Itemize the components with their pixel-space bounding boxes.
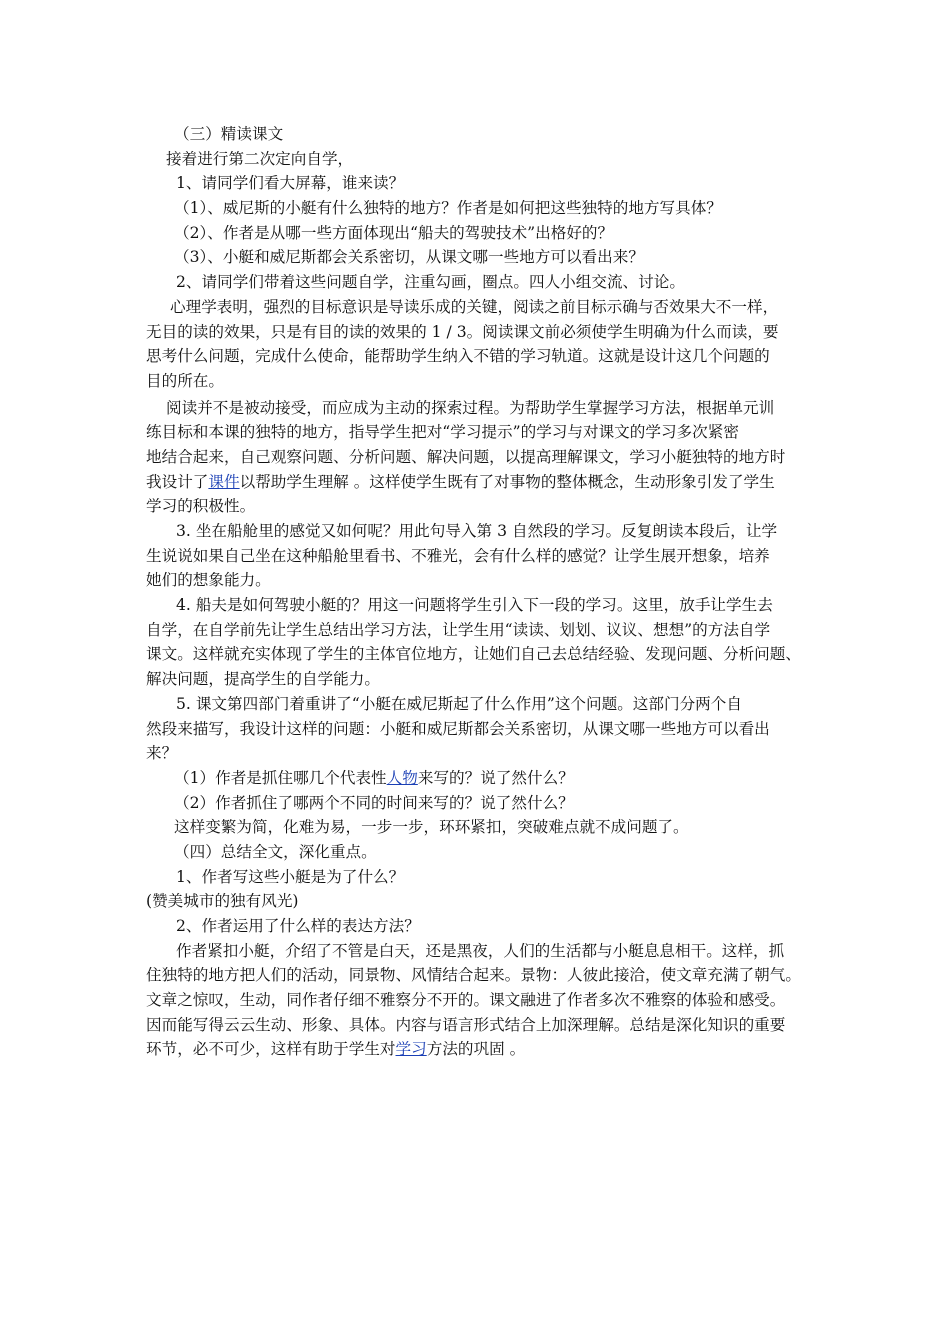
section-heading-4: （四）总结全文，深化重点。 — [174, 842, 377, 861]
paragraph-5-question-1 — [146, 766, 822, 791]
paragraph-4 — [146, 593, 822, 692]
paragraph-line: 她们的想象能力。 — [146, 571, 271, 590]
closing-paragraph — [146, 939, 822, 1062]
paragraph-line: 自学，在自学前先让学生总结出学习方法，让学生用“读读、划划、议议、想想”的方法自学 — [146, 620, 771, 639]
paragraph-line: 住独特的地方把人们的活动，同景物、风情结合起来。景物：人彼此接洽，使文章充满了朝气。 — [146, 966, 801, 985]
paragraph-line: 4. 船夫是如何驾驶小艇的？用这一问题将学生引入下一段的学习。这里，放手让学生去 — [176, 596, 773, 615]
document-body — [146, 122, 822, 1062]
paragraph-line: 因而能写得云云生动、形象、具体。内容与语言形式结合上加深理解。总结是深化知识的重要 — [146, 1015, 786, 1034]
paragraph-line: 心理学表明，强烈的目标意识是导读乐成的关键，阅读之前目标示确与否效果大不一样， — [170, 297, 779, 316]
question-2: 2、请同学们带着这些问题自学，注重勾画，圈点。四人小组交流、讨论。 — [176, 273, 685, 292]
text-segment: 环节，必不可少，这样有助于学生对 — [146, 1040, 396, 1059]
summary-question-1: 1、作者写这些小艇是为了什么？ — [176, 867, 405, 886]
paragraph-5-summary: 这样变繁为简，化难为易，一步一步，环环紧扣，突破难点就不成问题了。 — [174, 818, 689, 837]
paragraph-line: 解决问题，提高学生的自学能力。 — [146, 670, 380, 689]
question-1-1: （1）、威尼斯的小艇有什么独特的地方？作者是如何把这些独特的地方写具体？ — [174, 199, 722, 218]
reading-paragraph — [146, 396, 822, 519]
summary-answer-1: (赞美城市的独有风光) — [146, 892, 299, 911]
summary-question-2: 2、作者运用了什么样的表达方法？ — [176, 917, 420, 935]
question-1-2: （2）、作者是从哪一些方面体现出“船夫的驾驶技术”出格好的？ — [174, 223, 614, 242]
paragraph-line: 作者紧扣小艇，介绍了不管是白天，还是黑夜，人们的生活都与小艇息息相干。这样，抓 — [176, 941, 785, 960]
paragraph-line: 来？ — [146, 744, 178, 763]
section-heading-3: （三）精读课文 — [174, 125, 284, 143]
paragraph-line: 阅读并不是被动接受，而应成为主动的探索过程。为帮助学生掌握学习方法，根据单元训 — [166, 398, 775, 417]
paragraph-5-question-2: （2）作者抓住了哪两个不同的时间来写的？说了然什么？ — [174, 793, 574, 812]
paragraph-line: 文章之惊叹，生动，同作者仔细不雅察分不开的。课文融进了作者多次不雅察的体验和感受。 — [146, 991, 786, 1010]
paragraph-3 — [146, 519, 822, 593]
intro-line: 接着进行第二次定向自学， — [166, 149, 354, 168]
study-link[interactable]: 学习 — [395, 1040, 427, 1059]
paragraph-line — [146, 470, 822, 495]
people-link[interactable]: 人物 — [386, 768, 418, 787]
text-segment: 方法的巩固 。 — [426, 1040, 526, 1059]
paragraph-line — [146, 1037, 822, 1062]
paragraph-line: 无目的读的效果，只是有目的读的效果的 1 / 3。阅读课文前必须使学生明确为什么而读，要 — [146, 322, 779, 341]
text-segment: 以帮助学生理解 。这样使学生既有了对事物的整体概念，生动形象引发了学生 — [239, 472, 775, 491]
paragraph-line: 学习的积极性。 — [146, 497, 256, 516]
paragraph-line: 练目标和本课的独特的地方，指导学生把对“学习提示”的学习与对课文的学习多次紧密 — [146, 423, 739, 442]
psychology-paragraph — [146, 295, 822, 394]
paragraph-line: 地结合起来，自己观察问题、分析问题、解决问题，以提高理解课文，学习小艇独特的地方时 — [146, 447, 786, 466]
paragraph-line: 目的所在。 — [146, 371, 224, 390]
question-1-3: （3）、小艇和威尼斯都会关系密切，从课文哪一些地方可以看出来？ — [174, 248, 644, 267]
paragraph-line: 生说说如果自己坐在这种船舱里看书、不雅光，会有什么样的感觉？让学生展开想象，培养 — [146, 546, 770, 565]
paragraph-line: 思考什么问题，完成什么使命，能帮助学生纳入不错的学习轨道。这就是设计这几个问题的 — [146, 347, 770, 366]
question-1: 1、请同学们看大屏幕，谁来读？ — [176, 174, 405, 193]
text-segment: 来写的？说了然什么？ — [417, 768, 574, 787]
text-segment: （1）作者是抓住哪几个代表性 — [174, 768, 387, 787]
courseware-link[interactable]: 课件 — [208, 472, 240, 491]
paragraph-line: 3. 坐在船舱里的感觉又如何呢？用此句导入第 3 自然段的学习。反复朗读本段后，让学 — [176, 522, 778, 540]
text-segment: 我设计了 — [146, 472, 209, 491]
paragraph-line: 课文。这样就充实体现了学生的主体官位地方，让她们自己去总结经验、发现问题、分析问题、 — [146, 645, 801, 664]
paragraph-line: 5. 课文第四部门着重讲了“小艇在威尼斯起了什么作用”这个问题。这部门分两个自 — [176, 694, 742, 713]
paragraph-line: 然段来描写，我设计这样的问题：小艇和威尼斯都会关系密切，从课文哪一些地方可以看出 — [146, 719, 770, 738]
paragraph-5 — [146, 692, 822, 840]
